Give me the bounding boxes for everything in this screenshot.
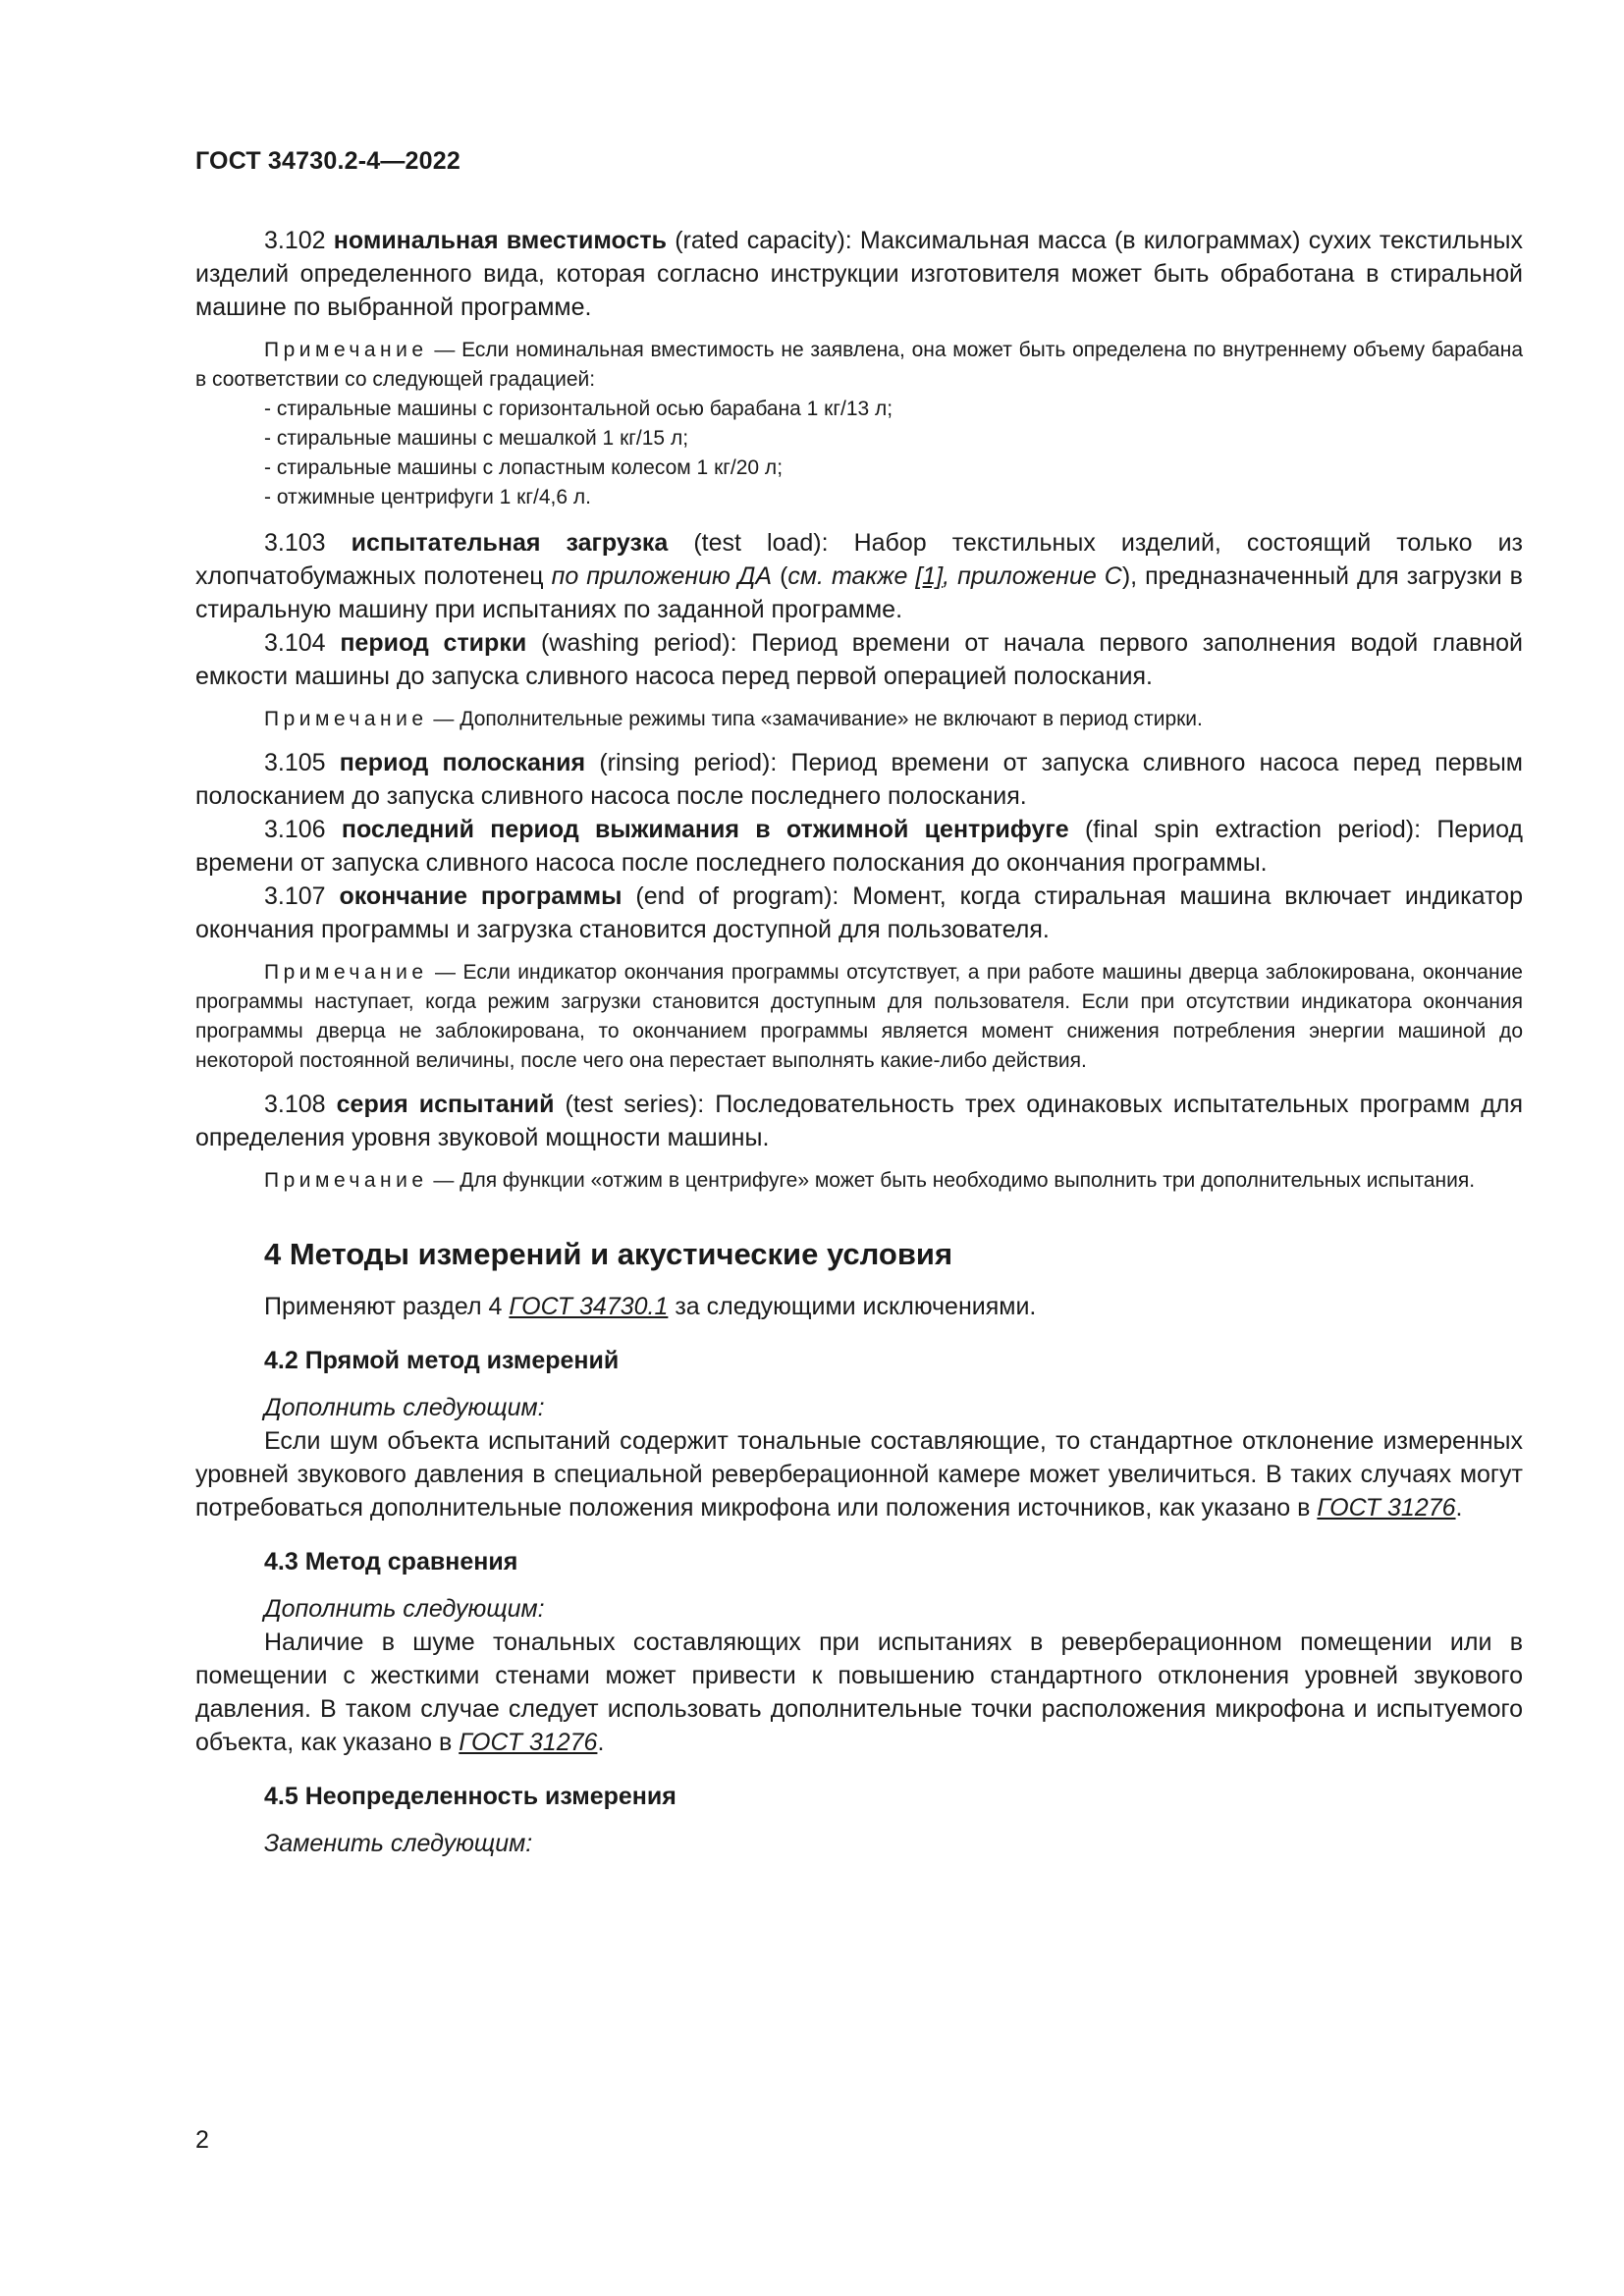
section-4-title: 4 Методы измерений и акустические условия (264, 1237, 953, 1271)
subsection-4-3-text: Наличие в шуме тональных составляющих при испытаниях в реверберационном помещении или в помещении с жесткими стенами может привести к повышению стандартного отклонения уровней звукового давления. В таком случае следует использовать дополнительные точки расположения микрофона и испытуемого объекта, как указано в ГОСТ 31276. (195, 1629, 1523, 1756)
reference-link[interactable]: ГОСТ 31276 (1317, 1494, 1456, 1522)
term: последний период выжимания в отжимной центрифуге (341, 816, 1069, 843)
term: номинальная вместимость (333, 227, 667, 254)
subsection-4-2-title: 4.2 Прямой метод измерений (264, 1347, 620, 1374)
definition-3-106: 3.106 последний период выжимания в отжимной центрифуге (final spin extraction period): Период времени от запуска сливного насоса после последнего полоскания до окончания программы. (195, 816, 1524, 877)
note-3-104: Примечание — Дополнительные режимы типа «замачивание» не включают в период стирки. (264, 708, 1203, 730)
section-4-intro: Применяют раздел 4 ГОСТ 34730.1 за следующими исключениями. (264, 1293, 1037, 1320)
subsection-4-2-text: Если шум объекта испытаний содержит тональные составляющие, то стандартное отклонение измеренных уровней звукового давления в специальной реверберационной камере может увеличиться. В таких случаях могут потребоваться дополнительные положения микрофона или положения источников, как указано в ГОСТ 31276. (195, 1427, 1523, 1522)
list-item: - стиральные машины с лопастным колесом 1 кг/20 л; (264, 456, 784, 479)
page-content (195, 224, 1523, 1860)
definition-3-104: 3.104 период стирки (washing period): Период времени от начала первого заполнения водой главной емкости машины до запуска сливного насоса перед первой операцией полоскания. (195, 629, 1523, 690)
subsection-4-5-title: 4.5 Неопределенность измерения (264, 1783, 677, 1810)
list-item: - отжимные центрифуги 1 кг/4,6 л. (264, 486, 591, 508)
reference-link[interactable]: ГОСТ 31276 (459, 1729, 598, 1756)
reference-link[interactable]: ГОСТ 34730.1 (509, 1293, 669, 1320)
note-3-107: Примечание — Если индикатор окончания программы отсутствует, а при работе машины дверца заблокирована, окончание программы наступает, когда режим загрузки становится доступным для пользователя. Если при отсутствии индикатора окончания программы дверца не заблокирована, то окончанием программы является момент снижения потребления энергии машиной до некоторой постоянной величины, после чего она перестает выполнять какие-либо действия. (195, 961, 1523, 1072)
definition-3-105: 3.105 период полоскания (rinsing period): Период времени от запуска сливного насоса перед первым полосканием до запуска сливного насоса после последнего полоскания. (195, 749, 1523, 810)
reference-link[interactable]: [1] (915, 562, 944, 590)
note-3-108: Примечание — Для функции «отжим в центрифуге» может быть необходимо выполнить три дополнительных испытания. (264, 1169, 1476, 1192)
note-3-102: Примечание — Если номинальная вместимость не заявлена, она может быть определена по внутреннему объему барабана в соответствии со следующей градацией: (195, 339, 1523, 391)
term: испытательная загрузка (351, 529, 669, 557)
definition-3-102: 3.102 номинальная вместимость (rated capacity): Максимальная масса (в килограммах) сухих текстильных изделий определенного вида, которая согласно инструкции изготовителя может быть обработана в стиральной машине по выбранной программе. (195, 227, 1523, 321)
term: период стирки (340, 629, 527, 657)
term: окончание программы (339, 882, 623, 910)
note-label: Примечание (264, 961, 428, 984)
definition-3-103: 3.103 испытательная загрузка (test load): Набор текстильных изделий, состоящий только из хлопчатобумажных полотенец по приложению ДА (см. также [1], приложение С), предназначенный для загрузки в стиральную машину при испытаниях по заданной программе. (195, 529, 1523, 623)
definition-3-108: 3.108 серия испытаний (test series): Последовательность трех одинаковых испытательных программ для определения уровня звуковой мощности машины. (195, 1091, 1523, 1151)
note-label: Примечание (264, 708, 428, 730)
list-item: - стиральные машины с горизонтальной осью барабана 1 кг/13 л; (264, 398, 893, 420)
instruction: Заменить следующим: (264, 1830, 533, 1857)
page-number: 2 (195, 2126, 209, 2154)
definition-3-107: 3.107 окончание программы (end of program): Момент, когда стиральная машина включает индикатор окончания программы и загрузка становится доступной для пользователя. (195, 882, 1523, 943)
document-header: ГОСТ 34730.2-4—2022 (195, 147, 460, 175)
list-item: - стиральные машины с мешалкой 1 кг/15 л; (264, 427, 689, 450)
instruction: Дополнить следующим: (264, 1394, 545, 1421)
subsection-4-3-title: 4.3 Метод сравнения (264, 1548, 518, 1575)
note-label: Примечание (264, 339, 428, 361)
capacity-list (195, 395, 1523, 512)
note-label: Примечание (264, 1169, 428, 1192)
instruction: Дополнить следующим: (264, 1595, 545, 1623)
term: серия испытаний (336, 1091, 555, 1118)
term: период полоскания (339, 749, 586, 776)
